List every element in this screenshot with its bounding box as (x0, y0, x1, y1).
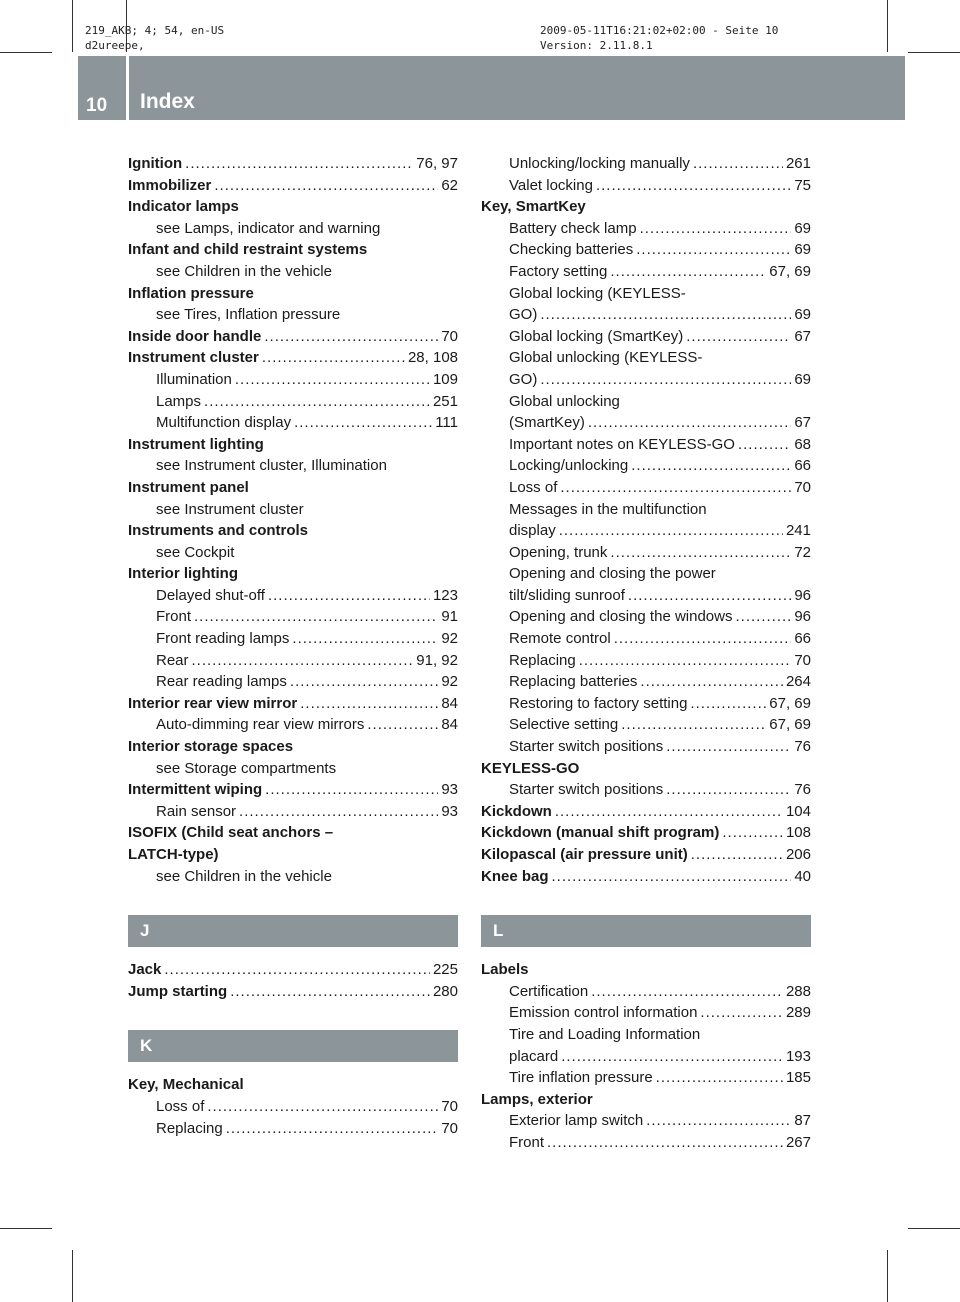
index-entry (128, 563, 458, 585)
index-entry (128, 239, 458, 261)
index-entry-text: Opening, trunk (509, 543, 608, 561)
print-meta-left (85, 23, 224, 53)
index-entry-page: 40 (794, 867, 811, 885)
dot-leader (239, 801, 438, 823)
index-entry-page: 96 (794, 586, 811, 604)
index-entry (481, 520, 811, 542)
index-entry-text: Ignition (128, 155, 183, 172)
index-entry (481, 153, 811, 175)
index-entry (128, 455, 458, 477)
dot-leader (738, 434, 791, 456)
dot-leader (640, 218, 792, 240)
dot-leader (561, 1046, 783, 1068)
index-entry-page: 251 (432, 392, 458, 410)
index-entry (481, 822, 811, 844)
index-entry-page: 66 (794, 457, 811, 475)
index-entry (481, 959, 811, 981)
index-entry (128, 347, 458, 369)
index-entry (481, 477, 811, 499)
index-entry (128, 714, 458, 736)
index-entry-text: Valet locking (509, 176, 593, 194)
index-entry (128, 369, 458, 391)
index-entry-page: 289 (785, 1004, 811, 1022)
index-entry (128, 585, 458, 607)
section-header-k: K (128, 1030, 458, 1062)
index-entry (128, 499, 458, 521)
index-entry-text: Lamps (156, 392, 202, 410)
index-entry (481, 1024, 811, 1046)
index-entry-text: Kickdown (481, 802, 552, 820)
index-entry-text: Replacing batteries (509, 673, 638, 691)
index-entry-page: 123 (432, 586, 458, 604)
dot-leader (192, 650, 414, 672)
index-entry-text: Opening and closing the windows (509, 608, 733, 626)
index-entry (481, 283, 811, 305)
crop-mark (0, 52, 52, 53)
index-entry (128, 391, 458, 413)
index-entry-page: 225 (432, 961, 458, 979)
index-entry-text: Instrument panel (128, 478, 249, 496)
index-entry-page: 66 (794, 630, 811, 648)
index-entry-text: Battery check lamp (509, 219, 637, 237)
dot-leader (614, 628, 792, 650)
index-entry (128, 542, 458, 564)
index-entry (481, 585, 811, 607)
index-group (481, 153, 811, 887)
index-entry-page: 67, 69 (769, 694, 811, 712)
dot-leader (226, 1118, 439, 1140)
index-entry-text: see Instrument cluster, Illumination (156, 457, 387, 475)
index-entry (481, 606, 811, 628)
index-entry-text: Infant and child restraint systems (128, 241, 368, 259)
index-group (128, 1074, 458, 1139)
index-entry-page: 67 (794, 414, 811, 432)
index-entry-text: Remote control (509, 630, 611, 648)
index-entry-text: Tire inflation pressure (509, 1069, 653, 1087)
index-entry (481, 1067, 811, 1089)
index-entry (481, 412, 811, 434)
meta-line: 2009-05-11T16:21:02+02:00 - Seite 10 (540, 24, 779, 37)
page-number: 10 (86, 95, 108, 116)
dot-leader (290, 671, 438, 693)
index-entry-text: Checking batteries (509, 241, 634, 259)
index-entry (481, 218, 811, 240)
dot-leader (722, 822, 783, 844)
index-column-right (481, 153, 811, 1154)
index-entry (481, 391, 811, 413)
index-entry-text: Front (509, 1133, 545, 1151)
dot-leader (640, 671, 783, 693)
index-entry-text: Interior rear view mirror (128, 694, 298, 712)
index-entry (128, 1074, 458, 1096)
index-entry-text: Rear (156, 651, 189, 669)
index-entry-page: 193 (785, 1047, 811, 1065)
dot-leader (268, 585, 430, 607)
dot-leader (292, 628, 438, 650)
index-entry (128, 844, 458, 866)
dot-leader (540, 369, 791, 391)
index-entry (128, 981, 458, 1003)
index-entry-text: Rain sensor (156, 802, 237, 820)
index-entry-text: Important notes on KEYLESS-GO (509, 435, 735, 453)
index-entry-text: Loss of (156, 1097, 205, 1115)
index-entry (481, 628, 811, 650)
index-entry-text: Jack (128, 961, 162, 979)
index-entry-text: Factory setting (509, 262, 608, 280)
index-entry-text: Kilopascal (air pressure unit) (481, 846, 688, 863)
index-entry-page: 69 (794, 306, 811, 324)
index-entry (128, 175, 458, 197)
dot-leader (540, 304, 791, 326)
index-entry (128, 801, 458, 823)
dot-leader (735, 606, 791, 628)
dot-leader (235, 369, 430, 391)
index-entry-page: 91, 92 (416, 651, 458, 669)
index-entry (481, 1089, 811, 1111)
index-entry (128, 218, 458, 240)
dot-leader (207, 1096, 438, 1118)
index-entry-page: 68 (794, 435, 811, 453)
index-entry-text: (SmartKey) (509, 414, 585, 432)
section-header-j: J (128, 915, 458, 947)
crop-mark (908, 52, 960, 53)
index-entry-page: 72 (794, 543, 811, 561)
index-entry (128, 779, 458, 801)
index-entry-text: Global locking (KEYLESS- (509, 284, 686, 302)
index-entry-text: KEYLESS-GO (481, 759, 580, 777)
dot-leader (367, 714, 438, 736)
index-entry-page: 67 (794, 327, 811, 345)
index-entry (128, 671, 458, 693)
dot-leader (591, 981, 783, 1003)
index-entry (481, 758, 811, 780)
index-entry-text: Jump starting (128, 982, 228, 1000)
index-entry-text: Starter switch positions (509, 781, 664, 799)
index-entry (481, 779, 811, 801)
crop-mark (72, 0, 73, 52)
index-entry-text: Interior storage spaces (128, 738, 294, 756)
index-entry (481, 671, 811, 693)
index-entry (128, 959, 458, 981)
dot-leader (631, 455, 791, 477)
index-entry (481, 347, 811, 369)
index-entry-text: see Instrument cluster (156, 500, 304, 518)
index-entry-text: placard (509, 1047, 559, 1065)
index-entry-text: see Cockpit (156, 543, 235, 561)
index-entry-text: Inside door handle (128, 327, 262, 345)
section-header-l: L (481, 915, 811, 947)
index-entry-page: 241 (785, 522, 811, 540)
print-meta-right (540, 23, 778, 53)
index-entry-page: 67, 69 (769, 262, 811, 280)
index-entry (128, 283, 458, 305)
index-entry-page: 109 (432, 370, 458, 388)
index-entry-text: Locking/unlocking (509, 457, 629, 475)
index-entry-text: Illumination (156, 370, 232, 388)
dot-leader (666, 736, 791, 758)
index-entry-text: see Storage compartments (156, 759, 337, 777)
dot-leader (555, 801, 783, 823)
index-entry-text: Labels (481, 961, 529, 979)
index-entry-text: Lamps, exterior (481, 1090, 593, 1108)
index-entry (128, 650, 458, 672)
index-entry-text: Multifunction display (156, 414, 292, 432)
index-entry-text: Messages in the multifunction (509, 500, 707, 518)
index-entry-text: Selective setting (509, 716, 619, 734)
index-entry-page: 69 (794, 370, 811, 388)
index-entry (481, 434, 811, 456)
index-entry (481, 1110, 811, 1132)
index-entry-text: Kickdown (manual shift program) (481, 824, 720, 842)
index-entry-text: see Children in the vehicle (156, 867, 332, 885)
index-entry-page: 96 (794, 608, 811, 626)
index-entry (481, 563, 811, 585)
index-entry (481, 714, 811, 736)
dot-leader (552, 866, 792, 888)
dot-leader (588, 412, 791, 434)
index-entry (481, 650, 811, 672)
index-entry (128, 736, 458, 758)
dot-leader (621, 714, 766, 736)
index-entry-text: Front (156, 608, 192, 626)
index-entry-page: 93 (441, 802, 458, 820)
dot-leader (610, 261, 766, 283)
index-entry-page: 288 (785, 982, 811, 1000)
index-entry-page: 264 (785, 673, 811, 691)
index-entry-text: Starter switch positions (509, 738, 664, 756)
index-entry (128, 1096, 458, 1118)
dot-leader (610, 542, 791, 564)
dot-leader (666, 779, 791, 801)
index-entry-text: tilt/sliding sunroof (509, 586, 625, 604)
index-entry-text: Key, SmartKey (481, 198, 586, 216)
index-entry-page: 70 (441, 327, 458, 345)
index-entry-text: see Tires, Inflation pressure (156, 306, 341, 324)
meta-line: 219_AKB; 4; 54, en-US (85, 24, 225, 37)
index-entry-page: 69 (794, 219, 811, 237)
index-entry-text: Restoring to factory setting (509, 694, 688, 712)
index-entry (128, 477, 458, 499)
index-entry-page: 92 (441, 630, 458, 648)
dot-leader (300, 693, 438, 715)
index-entry (481, 304, 811, 326)
index-entry-page: 70 (794, 478, 811, 496)
index-entry-text: Key, Mechanical (128, 1076, 244, 1094)
index-entry-text: Replacing (156, 1119, 223, 1137)
index-entry-page: 108 (785, 824, 811, 842)
dot-leader (693, 153, 783, 175)
index-entry (481, 455, 811, 477)
index-entry-text: Exterior lamp switch (509, 1112, 644, 1130)
crop-mark (0, 1228, 52, 1229)
index-entry-page: 280 (432, 982, 458, 1000)
index-entry-page: 84 (441, 716, 458, 734)
page-title: Index (140, 90, 195, 113)
index-entry-text: Instruments and controls (128, 522, 309, 540)
index-entry-text: Indicator lamps (128, 198, 239, 216)
dot-leader (214, 175, 438, 197)
index-group (481, 959, 811, 1153)
index-entry (481, 801, 811, 823)
index-entry-page: 93 (441, 781, 458, 799)
index-entry (481, 693, 811, 715)
index-entry-text: display (509, 522, 556, 540)
index-entry (128, 628, 458, 650)
index-entry-text: Intermittent wiping (128, 781, 263, 799)
dot-leader (265, 779, 438, 801)
index-entry-text: GO) (509, 306, 538, 324)
index-entry-text: Certification (509, 982, 589, 1000)
index-entry-text: Instrument lighting (128, 435, 264, 453)
dot-leader (194, 606, 438, 628)
index-entry-page: 76 (794, 738, 811, 756)
dot-leader (204, 391, 430, 413)
index-entry (481, 499, 811, 521)
crop-mark (72, 1250, 73, 1302)
index-group (128, 153, 458, 887)
index-entry-page: 104 (785, 802, 811, 820)
index-entry-page: 185 (785, 1069, 811, 1087)
index-entry (481, 844, 811, 866)
index-entry-text: see Lamps, indicator and warning (156, 219, 381, 237)
index-entry-text: Delayed shut-off (156, 586, 265, 604)
dot-leader (700, 1002, 783, 1024)
index-entry (481, 1002, 811, 1024)
index-entry-page: 91 (441, 608, 458, 626)
index-entry-page: 28, 108 (407, 349, 458, 367)
index-entry-text: Unlocking/locking manually (509, 155, 690, 172)
header-divider (126, 56, 129, 120)
crop-mark (887, 0, 888, 52)
index-entry (481, 866, 811, 888)
index-entry-text: Knee bag (481, 867, 549, 885)
index-entry-text: Global unlocking (KEYLESS- (509, 349, 703, 367)
dot-leader (164, 959, 430, 981)
index-entry (128, 758, 458, 780)
index-entry-text: Global unlocking (509, 392, 620, 410)
dot-leader (686, 326, 791, 348)
index-entry-text: Immobilizer (128, 176, 212, 194)
dot-leader (185, 153, 413, 175)
dot-leader (636, 239, 791, 261)
index-entry-text: see Children in the vehicle (156, 262, 332, 280)
dot-leader (691, 844, 783, 866)
dot-leader (262, 347, 405, 369)
dot-leader (560, 477, 791, 499)
index-entry (481, 981, 811, 1003)
index-entry-text: Tire and Loading Information (509, 1025, 701, 1043)
index-entry-text: Front reading lamps (156, 630, 290, 648)
index-entry-text: LATCH-type) (128, 846, 219, 863)
dot-leader (628, 585, 791, 607)
index-entry-text: Auto-dimming rear view mirrors (156, 716, 365, 734)
crop-mark (908, 1228, 960, 1229)
index-entry (481, 239, 811, 261)
index-entry (128, 520, 458, 542)
index-entry-text: Rear reading lamps (156, 673, 287, 691)
dot-leader (656, 1067, 783, 1089)
index-entry-page: 70 (441, 1097, 458, 1115)
index-entry-page: 261 (785, 155, 811, 172)
meta-line: Version: 2.11.8.1 (540, 39, 653, 52)
dot-leader (646, 1110, 791, 1132)
dot-leader (690, 693, 766, 715)
index-entry (481, 736, 811, 758)
index-entry (128, 693, 458, 715)
index-entry (128, 606, 458, 628)
index-entry-text: ISOFIX (Child seat anchors – (128, 824, 334, 842)
index-entry (481, 326, 811, 348)
crop-mark (887, 1250, 888, 1302)
index-entry-page: 111 (435, 414, 458, 432)
index-entry-page: 70 (441, 1119, 458, 1137)
index-entry (481, 175, 811, 197)
index-entry (128, 1118, 458, 1140)
index-entry-page: 76, 97 (416, 155, 458, 172)
index-entry-page: 76 (794, 781, 811, 799)
index-entry-text: Inflation pressure (128, 284, 254, 302)
index-entry-text: Emission control information (509, 1004, 698, 1022)
index-entry (128, 434, 458, 456)
index-entry-page: 92 (441, 673, 458, 691)
index-group (128, 959, 458, 1002)
index-entry (128, 196, 458, 218)
dot-leader (264, 326, 438, 348)
dot-leader (596, 175, 791, 197)
index-entry (481, 369, 811, 391)
index-entry-text: Global locking (SmartKey) (509, 327, 684, 345)
index-entry (128, 866, 458, 888)
index-entry-page: 87 (794, 1112, 811, 1130)
index-entry-page: 67, 69 (769, 716, 811, 734)
index-entry (128, 261, 458, 283)
index-entry (481, 542, 811, 564)
index-entry-text: Replacing (509, 651, 576, 669)
index-entry (128, 822, 458, 844)
index-entry-page: 206 (785, 846, 811, 863)
dot-leader (559, 520, 783, 542)
index-entry-text: Interior lighting (128, 565, 238, 583)
page-header-bar (78, 56, 905, 120)
index-entry-page: 62 (441, 176, 458, 194)
dot-leader (230, 981, 430, 1003)
index-entry-text: GO) (509, 370, 538, 388)
dot-leader (547, 1132, 783, 1154)
index-entry (481, 1046, 811, 1068)
index-entry-text: Loss of (509, 478, 558, 496)
index-entry (128, 304, 458, 326)
index-entry (481, 1132, 811, 1154)
dot-leader (294, 412, 432, 434)
index-entry-page: 267 (785, 1133, 811, 1151)
index-entry-text: Instrument cluster (128, 349, 259, 367)
index-entry-page: 75 (794, 176, 811, 194)
index-entry-page: 69 (794, 241, 811, 259)
index-column-left (128, 153, 458, 1139)
index-entry (128, 412, 458, 434)
index-entry-page: 70 (794, 651, 811, 669)
index-entry-page: 84 (441, 694, 458, 712)
index-entry (128, 153, 458, 175)
index-entry (481, 261, 811, 283)
meta-line: d2ureepe, (85, 39, 145, 52)
index-entry-text: Opening and closing the power (509, 565, 716, 583)
index-entry (128, 326, 458, 348)
dot-leader (579, 650, 792, 672)
index-entry (481, 196, 811, 218)
